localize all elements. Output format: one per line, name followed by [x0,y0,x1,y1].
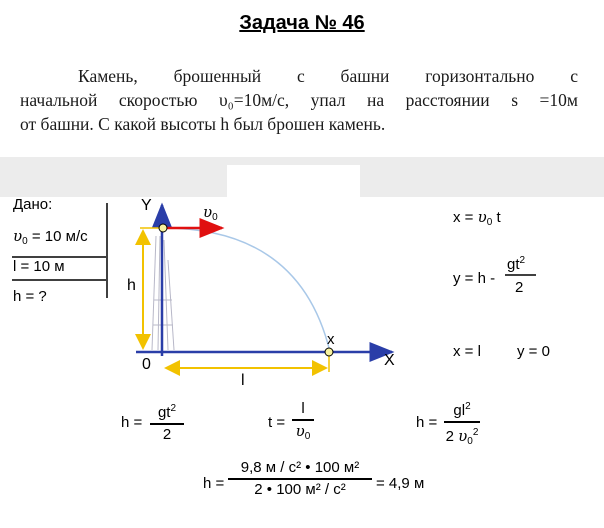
trajectory-curve [163,228,330,352]
condition-y: y = 0 [517,343,550,360]
condition-x: x = l [453,343,481,360]
y-equation-numerator: $gt^2$ [507,255,526,273]
statement-line-2: начальной скоростью υ₀=10м/с, упал на расстоянии s =10м [20,90,578,110]
h-l-formula-fraction: $gl^2$ 2 $\upsilon_0^2$ [445,401,479,447]
given-header: Дано: [13,196,53,213]
h-l-formula-lhs: h = [416,414,438,431]
statement-line-3: от башни. С какой высоты h был брошен камень. [20,114,386,134]
y-equation-lhs: y = h - [453,270,496,287]
x-point-label: x [327,331,335,348]
landing-point [325,348,333,356]
final-result: = 4,9 м [376,475,425,492]
h-formula-fraction: $gt^2$ 2 [150,400,184,444]
final-fraction: 9,8 м / с² • 100 м² 2 • 100 м² / с² [228,459,372,499]
t-formula-lhs: t = [268,414,286,431]
origin-label: 0 [142,356,151,373]
h-label: h [127,277,136,294]
y-equation-denominator: 2 [515,279,524,296]
problem-title: Задача № 46 [239,12,365,34]
y-axis-label: Y [141,197,152,214]
t-formula-fraction: l $\upsilon_0$ [292,400,314,446]
x-equation: $x = \upsilon_0$ t [453,208,501,228]
final-lhs: h = [203,475,225,492]
statement-line-1: Камень, брошенный с башни горизонтально с [78,66,578,86]
h-formula-lhs: h = [121,414,143,431]
given-find: h = ? [13,288,47,305]
v0-label: $\upsilon_0$ [203,203,218,223]
x-axis-label: X [384,352,395,369]
given-l: l = 10 м [13,258,65,275]
given-v0: $\upsilon_0 = 10$ м/с [13,227,88,247]
l-label: l [241,372,245,389]
start-point [159,224,167,232]
